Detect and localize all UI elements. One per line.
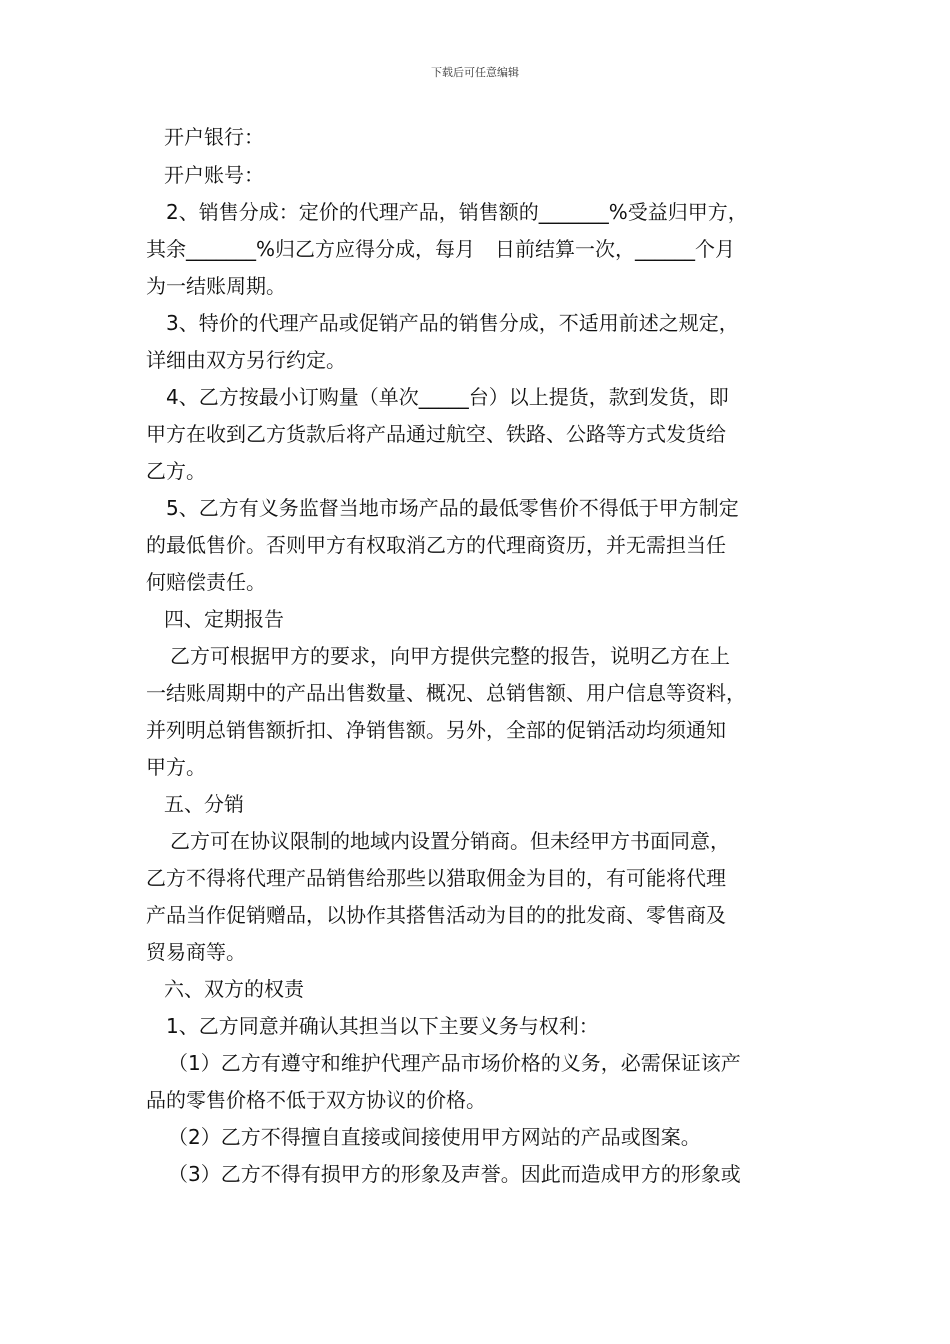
page-header-note: 下载后可任意编辑: [431, 66, 519, 79]
text-line: 产品当作促销赠品，以协作其搭售活动为目的的批发商、零售商及: [146, 903, 726, 927]
text-line: 品的零售价格不低于双方协议的价格。: [146, 1088, 486, 1112]
text-line: 乙方可在协议限制的地域内设置分销商。但未经甲方书面同意，: [170, 829, 730, 853]
text-line: 4、乙方按最小订购量（单次_____台）以上提货，款到发货，即: [166, 385, 729, 409]
text-line: 贸易商等。: [146, 940, 246, 964]
text-line: 1、乙方同意并确认其担当以下主要义务与权利：: [166, 1014, 599, 1038]
section-heading: 六、双方的权责: [164, 977, 304, 1001]
text-line: 3、特价的代理产品或促销产品的销售分成，不适用前述之规定，: [166, 311, 739, 335]
text-line: 其余_______%归乙方应得分成，每月 日前结算一次，______个月: [146, 237, 736, 261]
text-line: 一结账周期中的产品出售数量、概况、总销售额、用户信息等资料，: [146, 681, 746, 705]
text-line: 乙方可根据甲方的要求，向甲方提供完整的报告，说明乙方在上: [170, 644, 730, 668]
text-line: （2）乙方不得擅自直接或间接使用甲方网站的产品或图案。: [168, 1125, 701, 1149]
text-line: （1）乙方有遵守和维护代理产品市场价格的义务，必需保证该产: [168, 1051, 741, 1075]
text-line: 何赔偿责任。: [146, 570, 266, 594]
text-line: 开户账号：: [164, 163, 264, 187]
text-line: 乙方。: [146, 459, 206, 483]
text-line: 2、销售分成：定价的代理产品，销售额的_______%受益归甲方，: [166, 200, 748, 224]
text-line: 开户银行：: [164, 125, 264, 149]
text-line: 乙方不得将代理产品销售给那些以猎取佣金为目的，有可能将代理: [146, 866, 726, 890]
text-line: 甲方。: [146, 755, 206, 779]
section-heading: 五、分销: [164, 792, 244, 816]
section-heading: 四、定期报告: [164, 607, 284, 631]
text-line: （3）乙方不得有损甲方的形象及声誉。因此而造成甲方的形象或: [168, 1162, 741, 1186]
text-line: 并列明总销售额折扣、净销售额。另外，全部的促销活动均须通知: [146, 718, 726, 742]
text-line: 详细由双方另行约定。: [146, 348, 346, 372]
text-line: 为一结账周期。: [146, 274, 286, 298]
text-line: 5、乙方有义务监督当地市场产品的最低零售价不得低于甲方制定: [166, 496, 739, 520]
text-line: 甲方在收到乙方货款后将产品通过航空、铁路、公路等方式发货给: [146, 422, 726, 446]
text-line: 的最低售价。否则甲方有权取消乙方的代理商资历，并无需担当任: [146, 533, 726, 557]
